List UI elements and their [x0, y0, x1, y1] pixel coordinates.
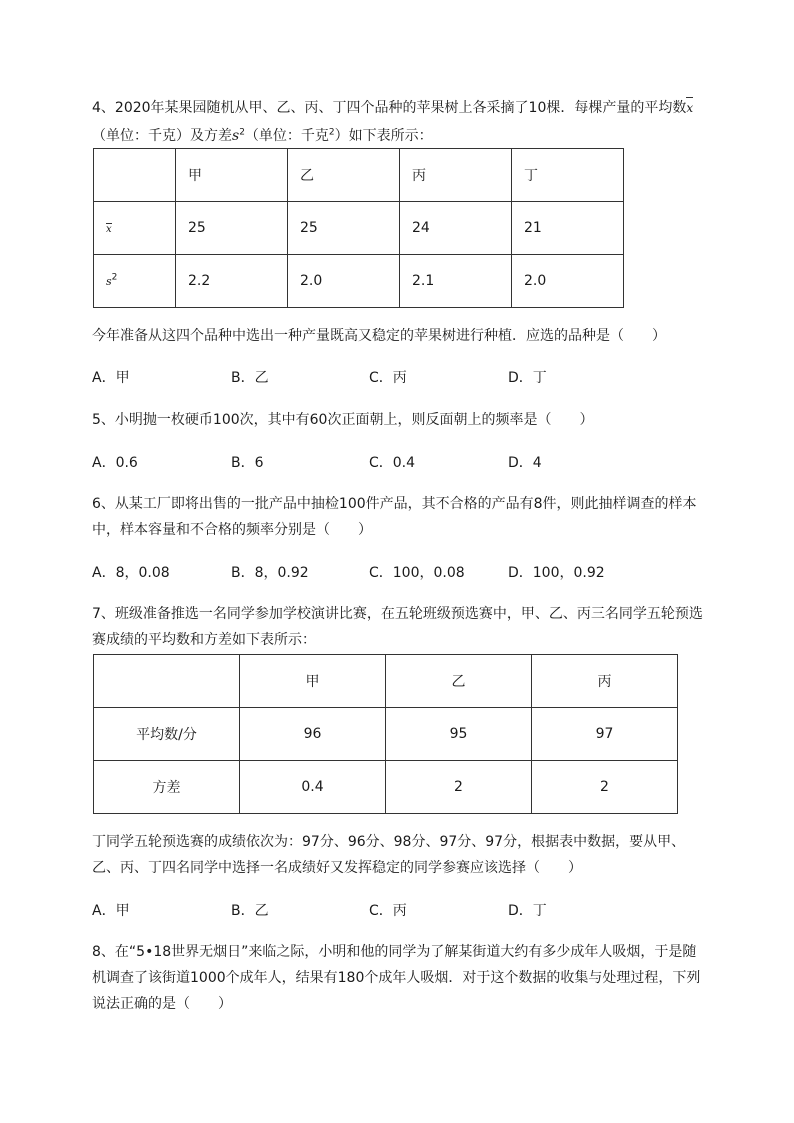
- q4-line2-part1: （单位：千克）及方差: [92, 128, 232, 144]
- option-c[interactable]: C．100，0.08: [369, 565, 465, 581]
- table-row: [94, 202, 624, 255]
- row-label-cell: [94, 202, 176, 255]
- table-row: [94, 708, 678, 761]
- q8-text-line3: 说法正确的是（ ）: [92, 996, 232, 1012]
- option-b[interactable]: B．8，0.92: [231, 565, 309, 581]
- s-symbol: s: [106, 275, 112, 288]
- table-header-cell: 丁: [512, 149, 624, 202]
- x-bar-symbol: x: [106, 224, 112, 235]
- q4-text-line2: [92, 126, 433, 146]
- table-cell: 96: [240, 708, 386, 761]
- option-d[interactable]: D．100，0.92: [508, 565, 605, 581]
- option-a[interactable]: A．甲: [92, 370, 130, 386]
- table-cell: [94, 655, 240, 708]
- table-header-cell: 乙: [288, 149, 400, 202]
- x-bar-symbol: x: [686, 98, 693, 118]
- table-cell: [94, 149, 176, 202]
- option-d[interactable]: D．丁: [508, 903, 547, 919]
- table-cell: 2.0: [512, 255, 624, 308]
- q7-text-line2: 赛成绩的平均数和方差如下表所示：: [92, 632, 316, 648]
- table-cell: 95: [386, 708, 532, 761]
- table-header-cell: 乙: [386, 655, 532, 708]
- table-cell: 2.1: [400, 255, 512, 308]
- option-c[interactable]: C．0.4: [369, 455, 416, 471]
- q4-line2-part2: （单位：千克: [244, 128, 329, 144]
- table-header-cell: 丙: [532, 655, 678, 708]
- table-row: [94, 255, 624, 308]
- table-cell: 97: [532, 708, 678, 761]
- row-label-cell: 方差: [94, 761, 240, 814]
- option-b[interactable]: B．6: [231, 455, 264, 471]
- table-header-cell: 甲: [240, 655, 386, 708]
- table-cell: 0.4: [240, 761, 386, 814]
- q5-question: 5、小明抛一枚硬币100次，其中有60次正面朝上，则反面朝上的频率是（ ）: [92, 412, 594, 428]
- q6-text-line2: 中，样本容量和不合格的频率分别是（ ）: [92, 522, 372, 538]
- q5-options: [92, 453, 732, 473]
- q4-line1-text: 4、2020年某果园随机从甲、乙、丙、丁四个品种的苹果树上各采摘了10棵．每棵产量的平均数: [92, 100, 687, 116]
- q4-line2-part3: ）如下表所示：: [334, 128, 433, 144]
- q7-options: [92, 901, 732, 921]
- s-symbol: s: [232, 128, 240, 144]
- option-a[interactable]: A．0.6: [92, 455, 138, 471]
- option-c[interactable]: C．丙: [369, 903, 407, 919]
- option-a[interactable]: A．甲: [92, 903, 130, 919]
- option-b[interactable]: B．乙: [231, 903, 269, 919]
- option-a[interactable]: A．8，0.08: [92, 565, 170, 581]
- table-cell: 25: [288, 202, 400, 255]
- table-cell: 2: [532, 761, 678, 814]
- q6-options: [92, 563, 732, 583]
- superscript-2: 2: [239, 127, 245, 138]
- table-header-cell: 甲: [176, 149, 288, 202]
- option-d[interactable]: D．4: [508, 455, 542, 471]
- row-label-cell: [94, 255, 176, 308]
- table-row: [94, 149, 624, 202]
- table-cell: 21: [512, 202, 624, 255]
- q7-text-line3: 丁同学五轮预选赛的成绩依次为：97分、96分、98分、97分、97分，根据表中数据，要从甲、: [92, 834, 686, 850]
- option-b[interactable]: B．乙: [231, 370, 269, 386]
- table-row: [94, 655, 678, 708]
- table-row: [94, 761, 678, 814]
- q8-text-line1: 8、在“5•18世界无烟日”来临之际，小明和他的同学为了解某街道大约有多少成年人吸烟，于是随: [92, 944, 697, 960]
- table-cell: 2: [386, 761, 532, 814]
- q6-text-line1: 6、从某工厂即将出售的一批产品中抽检100件产品，其不合格的产品有8件，则此抽样调查的样本: [92, 496, 697, 512]
- q7-score-table: [93, 654, 678, 814]
- q4-question: 今年准备从这四个品种中选出一种产量既高又稳定的苹果树进行种植．应选的品种是（ ）: [92, 328, 666, 344]
- q7-text-line1: 7、班级准备推选一名同学参加学校演讲比赛，在五轮班级预选赛中，甲、乙、丙三名同学五轮预选: [92, 606, 703, 622]
- table-cell: 2.2: [176, 255, 288, 308]
- q8-text-line2: 机调查了该街道1000个成年人，结果有180个成年人吸烟．对于这个数据的收集与处理过程，下列: [92, 970, 701, 986]
- table-cell: 25: [176, 202, 288, 255]
- table-header-cell: 丙: [400, 149, 512, 202]
- table-cell: 2.0: [288, 255, 400, 308]
- q4-options: [92, 368, 732, 388]
- q4-text-line1: [92, 98, 693, 118]
- row-label-cell: 平均数/分: [94, 708, 240, 761]
- q7-text-line4: 乙、丙、丁四名同学中选择一名成绩好又发挥稳定的同学参赛应该选择（ ）: [92, 860, 582, 876]
- superscript-2: 2: [111, 272, 118, 283]
- option-c[interactable]: C．丙: [369, 370, 407, 386]
- option-d[interactable]: D．丁: [508, 370, 547, 386]
- superscript-2: 2: [328, 127, 335, 138]
- q4-data-table: [93, 148, 624, 308]
- table-cell: 24: [400, 202, 512, 255]
